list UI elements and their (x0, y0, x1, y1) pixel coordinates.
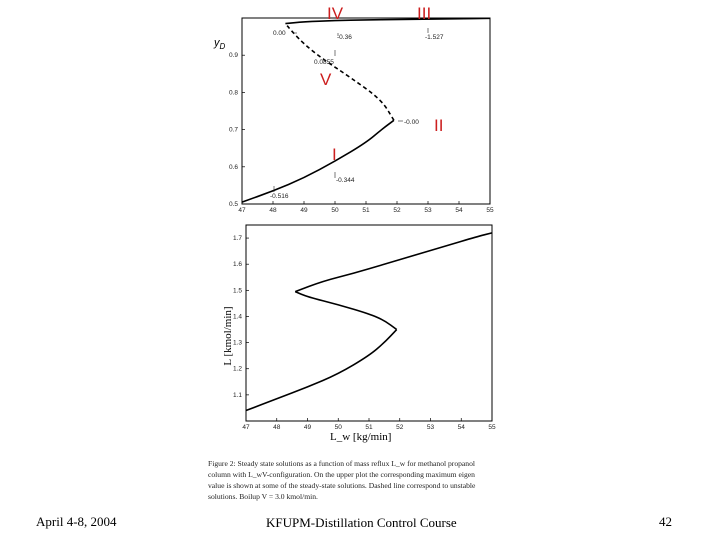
eigen-annotations (270, 28, 444, 200)
footer-page-number: 42 (659, 514, 672, 529)
eigen-label: 0.0855 (314, 59, 334, 66)
x-tick-label: 51 (362, 207, 370, 214)
x-tick-label: 51 (365, 424, 373, 431)
top-plot (0, 0, 720, 225)
x-tick-label: 50 (334, 424, 342, 431)
branch-label-iii: III (417, 4, 432, 23)
caption-line: solutions. Boilup V = 3.0 kmol/min. (208, 492, 318, 501)
x-tick-label: 54 (455, 207, 463, 214)
x-tick-label: 55 (488, 424, 496, 431)
bottom-xlabel: L_w [kg/min] (330, 431, 392, 443)
x-tick-label: 52 (396, 424, 404, 431)
bottom-ylabel: L [kmol/min] (222, 306, 234, 366)
series-line-1 (246, 330, 397, 411)
x-tick-label: 48 (269, 207, 277, 214)
x-tick-label: 54 (457, 424, 465, 431)
x-tick-label: 52 (393, 207, 401, 214)
y-tick-label: 0.6 (228, 163, 238, 171)
y-tick-label: 1.7 (232, 235, 242, 243)
y-tick-label: 1.6 (232, 261, 242, 269)
eigen-label: -0.344 (336, 177, 355, 184)
y-tick-label: 0.9 (228, 52, 238, 60)
bottom-plot (0, 220, 720, 450)
x-tick-label: 47 (242, 424, 250, 431)
x-tick-label: 55 (486, 207, 494, 214)
top-y-ticks (229, 52, 245, 208)
series-line-2 (295, 292, 396, 330)
bottom-x-ticks (242, 418, 496, 431)
top-plot-frame (242, 18, 490, 204)
top-curves (242, 18, 490, 202)
series-line-3 (295, 233, 492, 292)
bottom-y-ticks (233, 235, 249, 399)
eigen-label: -0.516 (270, 193, 289, 200)
y-tick-label: 0.8 (228, 89, 238, 97)
branch-label-i: I (332, 145, 337, 164)
y-tick-label: 1.5 (232, 287, 242, 295)
bottom-curves (246, 233, 492, 411)
eigen-label: -0.00 (404, 119, 419, 126)
x-tick-label: 53 (424, 207, 432, 214)
y-tick-label: 0.5 (228, 201, 238, 208)
figure-caption (208, 458, 518, 502)
eigen-label: -0.36 (337, 34, 352, 41)
top-x-ticks (238, 201, 494, 214)
y-tick-label: 0.7 (228, 126, 238, 134)
footer-date: April 4-8, 2004 (36, 514, 117, 529)
y-tick-label: 1.2 (232, 365, 242, 373)
y-tick-label: 1.1 (232, 391, 242, 399)
top-ylabel: $y_D$ (214, 37, 226, 51)
branch-label-ii: II (434, 116, 444, 135)
caption-line: Figure 2: Steady state solutions as a function of mass reflux L_w for methanol propanol (208, 459, 475, 468)
x-tick-label: 47 (238, 207, 246, 214)
series-line-1 (242, 120, 394, 202)
y-tick-label: 1.3 (232, 339, 242, 347)
x-tick-label: 53 (426, 424, 435, 431)
eigen-label: 0.00 (273, 30, 286, 37)
x-tick-label: 49 (303, 424, 312, 431)
caption-line: column with L_wV-configuration. On the upper plot the corresponding maximum eigen (208, 470, 475, 479)
branch-label-iv: IV (327, 4, 344, 23)
y-tick-label: 1.4 (232, 313, 242, 321)
x-tick-label: 50 (331, 207, 339, 214)
x-tick-label: 48 (273, 424, 281, 431)
caption-line: value is shown at some of the steady-state solutions. Dashed line correspond to unstable (208, 481, 476, 490)
series-line-3 (285, 18, 490, 23)
eigen-label: -1.527 (425, 34, 444, 41)
x-tick-label: 49 (300, 207, 308, 214)
footer-title: KFUPM-Distillation Control Course (266, 515, 457, 530)
bottom-plot-frame (246, 225, 492, 421)
branch-label-v: V (320, 70, 332, 89)
